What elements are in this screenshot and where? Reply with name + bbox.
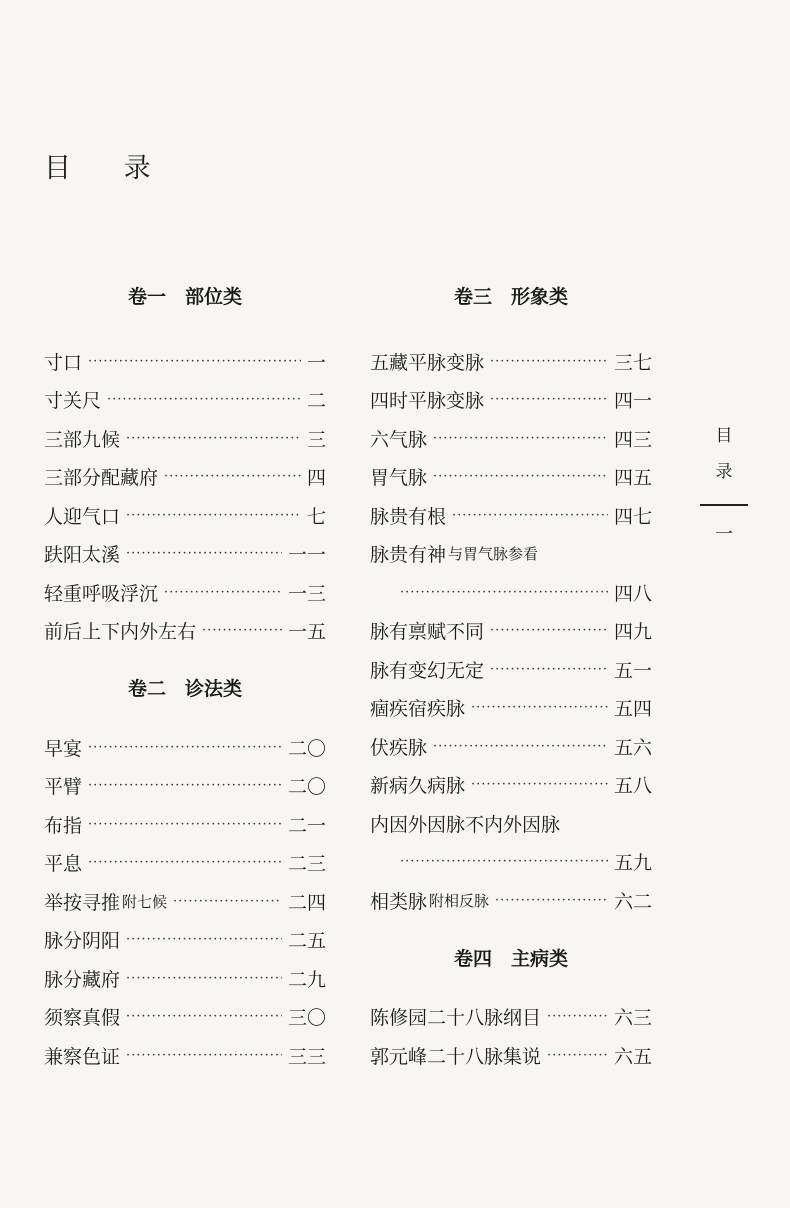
entry-title: 郭元峰二十八脉集说 (370, 1045, 542, 1068)
leader-dots (490, 354, 608, 369)
toc-entry[interactable] (44, 805, 326, 844)
toc-entry[interactable] (44, 535, 326, 574)
toc-entry[interactable] (44, 921, 326, 960)
entry-page: 五九 (613, 852, 652, 875)
leader-dots (490, 392, 608, 407)
entry-page: 一一 (287, 544, 326, 567)
entry-title: 相类脉 (370, 890, 428, 913)
entry-note: 与胃气脉参看 (448, 545, 539, 564)
entry-title: 兼察色证 (44, 1045, 121, 1068)
entry-page: 二 (306, 390, 326, 413)
section-heading: 卷二 诊法类 (127, 678, 242, 700)
toc-entry[interactable] (44, 728, 326, 767)
section-heading: 卷三 形象类 (453, 286, 568, 308)
entry-title: 轻重呼吸浮沉 (44, 582, 159, 605)
entry-page: 六五 (613, 1045, 652, 1068)
entry-page: 六二 (613, 890, 652, 913)
entry-title: 脉有禀赋不同 (370, 621, 485, 644)
entry-title: 寸关尺 (44, 390, 102, 413)
leader-dots (400, 585, 608, 600)
entry-title: 脉贵有神 (370, 544, 447, 567)
toc-entry[interactable] (370, 535, 652, 612)
entry-title: 平臂 (44, 776, 83, 799)
entry-page: 二〇 (287, 776, 326, 799)
entry-page: 二九 (287, 968, 326, 991)
leader-dots (433, 469, 608, 484)
leader-dots (490, 662, 608, 677)
entry-page: 三七 (613, 351, 652, 374)
leader-dots (126, 971, 282, 986)
entry-title: 趺阳太溪 (44, 544, 121, 567)
leader-dots (400, 854, 608, 869)
entry-page: 一 (306, 351, 326, 374)
entry-title: 陈修园二十八脉纲目 (370, 1007, 542, 1030)
entry-page: 一三 (287, 582, 326, 605)
toc-entry[interactable] (44, 767, 326, 806)
page-title: 目 录 (44, 153, 173, 185)
leader-dots (452, 508, 608, 523)
toc-entry[interactable] (370, 689, 652, 728)
entry-page: 二一 (287, 814, 326, 837)
entry-title: 须察真假 (44, 1007, 121, 1030)
entry-page: 一五 (287, 621, 326, 644)
toc-entry[interactable] (44, 573, 326, 612)
entry-page: 七 (306, 505, 326, 528)
entry-title: 三部九候 (44, 428, 121, 451)
entry-title: 伏疾脉 (370, 736, 428, 759)
entry-title: 布指 (44, 814, 83, 837)
entry-title: 脉分阴阳 (44, 930, 121, 953)
entry-page: 四八 (613, 582, 652, 605)
entry-page: 五六 (613, 736, 652, 759)
toc-left-column (44, 282, 326, 1075)
toc-entry[interactable] (44, 612, 326, 651)
leader-dots (164, 585, 282, 600)
entry-page: 二三 (287, 853, 326, 876)
leader-dots (126, 546, 282, 561)
toc-entry[interactable] (370, 496, 652, 535)
leader-dots (126, 1048, 282, 1063)
toc-entry[interactable] (44, 882, 326, 921)
leader-dots (126, 508, 301, 523)
leader-dots (471, 700, 608, 715)
page-number: 一 (715, 524, 733, 545)
entry-title: 脉有变幻无定 (370, 659, 485, 682)
leader-dots (495, 893, 608, 908)
entry-title: 痼疾宿疾脉 (370, 698, 466, 721)
entry-page: 二四 (287, 891, 326, 914)
leader-dots (126, 1009, 282, 1024)
toc-entry[interactable] (44, 998, 326, 1037)
entry-page: 四三 (613, 428, 652, 451)
entry-title: 前后上下内外左右 (44, 621, 197, 644)
entry-title: 脉贵有根 (370, 505, 447, 528)
toc-entry[interactable] (370, 727, 652, 766)
entry-page: 五四 (613, 698, 652, 721)
leader-dots (433, 431, 608, 446)
toc-entry[interactable] (370, 766, 652, 805)
toc-entry[interactable] (370, 650, 652, 689)
entry-page: 二〇 (287, 737, 326, 760)
toc-entry[interactable] (370, 804, 652, 881)
toc-entry[interactable] (44, 844, 326, 883)
entry-page: 三三 (287, 1045, 326, 1068)
entry-note: 附七候 (122, 892, 168, 911)
entry-title: 内因外因脉不内外因脉 (370, 813, 561, 836)
leader-dots (126, 431, 301, 446)
leader-dots (88, 354, 301, 369)
leader-dots (88, 855, 282, 870)
toc-entry[interactable] (370, 342, 652, 381)
leader-dots (164, 469, 301, 484)
leader-dots (88, 778, 282, 793)
toc-entry[interactable] (44, 381, 326, 420)
toc-entry[interactable] (370, 381, 652, 420)
entry-title: 新病久病脉 (370, 775, 466, 798)
leader-dots (471, 777, 608, 792)
side-tab-divider (700, 504, 748, 506)
leader-dots (88, 817, 282, 832)
leader-dots (202, 623, 282, 638)
entry-title: 胃气脉 (370, 467, 428, 490)
toc-entry[interactable] (44, 458, 326, 497)
entry-title: 脉分藏府 (44, 968, 121, 991)
entry-page: 四一 (613, 390, 652, 413)
leader-dots (490, 623, 608, 638)
entry-page: 六三 (613, 1007, 652, 1030)
toc-entry[interactable] (44, 496, 326, 535)
toc-right-column (370, 282, 652, 1075)
entry-page: 五一 (613, 659, 652, 682)
toc-entry[interactable] (44, 1036, 326, 1075)
toc-entry[interactable] (370, 881, 652, 920)
entry-title: 三部分配藏府 (44, 467, 159, 490)
entry-page: 四九 (613, 621, 652, 644)
leader-dots (173, 894, 282, 909)
leader-dots (126, 932, 282, 947)
side-tab (700, 418, 748, 546)
leader-dots (433, 739, 608, 754)
entry-page: 五八 (613, 775, 652, 798)
entry-title: 寸口 (44, 351, 83, 374)
leader-dots (547, 1009, 608, 1024)
entry-title: 举按寻推 (44, 891, 121, 914)
entry-title: 早宴 (44, 737, 83, 760)
side-tab-label-top: 目 (715, 426, 733, 446)
entry-title: 平息 (44, 853, 83, 876)
section-heading: 卷一 部位类 (127, 286, 242, 308)
entry-page: 三 (306, 428, 326, 451)
entry-title: 五藏平脉变脉 (370, 351, 485, 374)
leader-dots (107, 392, 301, 407)
toc-entry[interactable] (44, 959, 326, 998)
entry-title: 六气脉 (370, 428, 428, 451)
entry-page: 四五 (613, 467, 652, 490)
toc-entry[interactable] (370, 998, 652, 1037)
entry-title: 人迎气口 (44, 505, 121, 528)
entry-page: 三〇 (287, 1007, 326, 1030)
entry-page: 二五 (287, 930, 326, 953)
entry-title: 四时平脉变脉 (370, 390, 485, 413)
toc-entry[interactable] (44, 342, 326, 381)
section-heading: 卷四 主病类 (453, 947, 568, 970)
entry-page: 四 (306, 467, 326, 490)
toc-entry[interactable] (370, 419, 652, 458)
toc-entry[interactable] (370, 612, 652, 651)
entry-page: 四七 (613, 505, 652, 528)
side-tab-label-bottom: 录 (715, 462, 733, 482)
entry-note: 附相反脉 (429, 891, 490, 910)
toc-entry[interactable] (370, 1036, 652, 1075)
toc-entry[interactable] (370, 458, 652, 497)
leader-dots (547, 1048, 608, 1063)
leader-dots (88, 740, 282, 755)
toc-entry[interactable] (44, 419, 326, 458)
